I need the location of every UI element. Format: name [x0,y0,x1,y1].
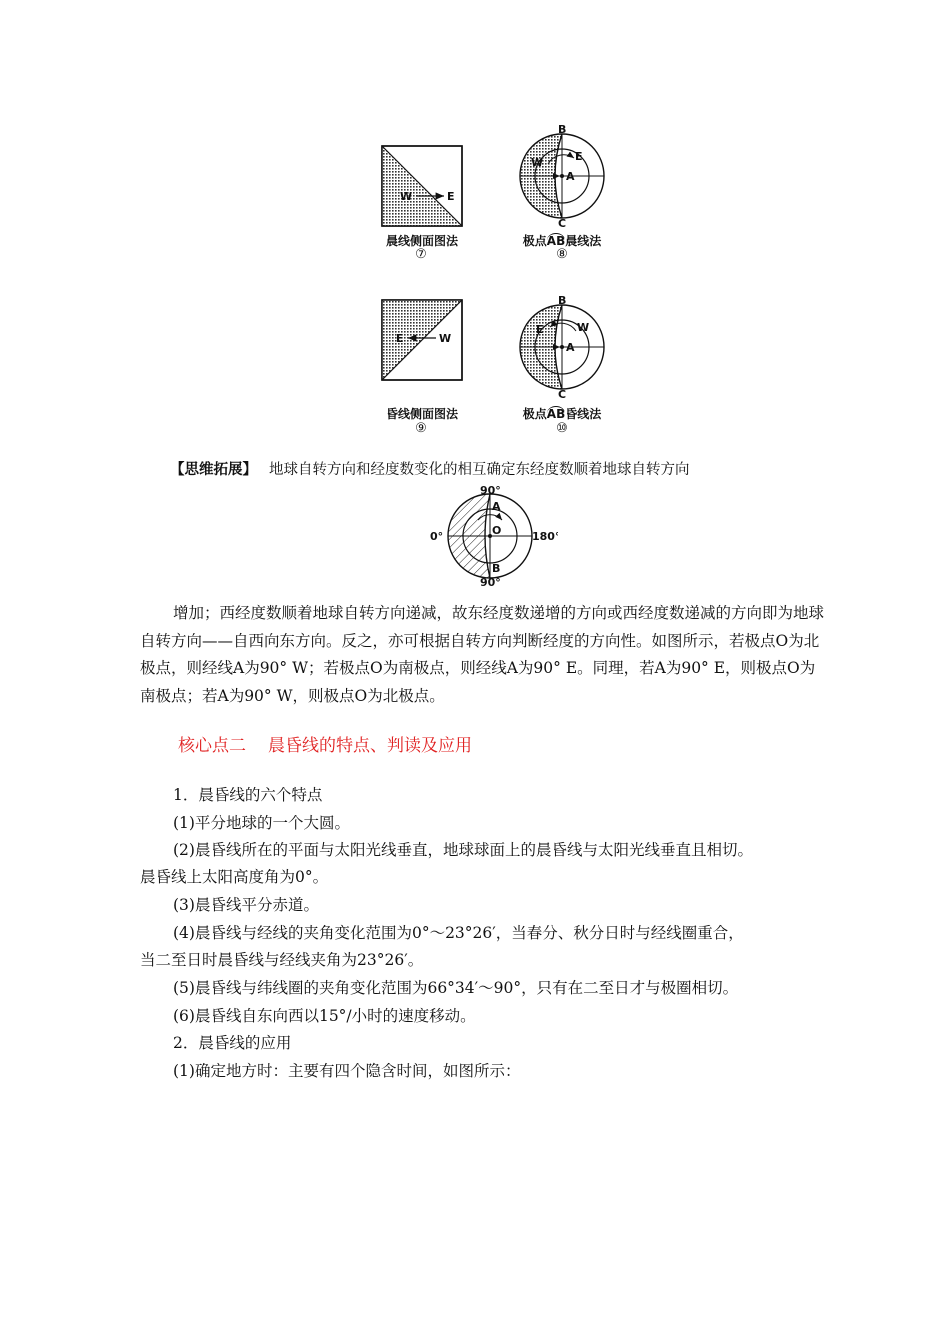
figure-longitude-globe [428,484,558,588]
left-label: 0° [430,530,444,543]
point-b-label: B [558,295,567,307]
point-a-label: A [492,500,501,513]
point-a-label: A [566,341,575,354]
list-item: (6)晨昏线自东向西以15°/小时的速度移动。 [173,1007,476,1025]
list-item: (1)平分地球的一个大圆。 [173,814,350,832]
caption-suffix: 晨线法 [565,234,602,248]
figure-7-number: ⑦ [415,247,427,262]
pole-dusk-diagram [512,295,612,399]
top-label: 90° [480,484,501,497]
figure-7-caption: 晨线侧面图法 [385,234,458,248]
point-c-label: C [558,217,567,228]
bottom-label: 90° [480,576,501,588]
section-heading [178,731,494,756]
figure-10-caption [502,405,622,422]
point-o-label: O [492,524,502,537]
figure-dawn-side-view [380,144,464,228]
longitude-globe-diagram [428,484,558,588]
east-label: E [447,190,455,203]
list-item: 2．晨昏线的应用 [173,1034,292,1052]
heading-part1: 核心点二 [178,736,246,756]
caption-arc: AB [546,407,566,421]
figure-pole-ab-dawn [512,124,612,228]
west-label: W [439,332,452,345]
list-item: (5)晨昏线与纬线圈的夹角变化范围为66°34′～90°，只有在二至日才与极圈相切。 [173,979,739,997]
list-item: (2)晨昏线所在的平面与太阳光线垂直，地球球面上的晨昏线与太阳光线垂直且相切。 [173,841,753,859]
dawn-side-diagram [380,144,464,228]
west-label: W [531,156,544,169]
point-b-label: B [492,562,501,575]
east-label: E [396,332,404,345]
figure-dusk-side-view [380,298,464,382]
figure-pole-ab-dusk [512,295,612,399]
list-item: (3)晨昏线平分赤道。 [173,896,319,914]
extension-text: 地球自转方向和经度数变化的相互确定东经度数顺着地球自转方向 [269,462,690,478]
explanation-paragraph: 增加；西经度数顺着地球自转方向递减，故东经度数递增的方向或西经度数递减的方向即为地球自转方向——自西向东方向。反之，亦可根据自转方向判断经度的方向性。如图所示，若极点O为北极点，则经线A为90° W；若极点O为南极点，则经线A为90° E。同理，若A为90° E，则极点O为南极点；若A为90° W，则极点O为北极点。 [140,604,825,705]
east-label: E [536,323,544,336]
list-item: 1．晨昏线的六个特点 [173,786,323,804]
caption-prefix: 极点 [522,234,547,248]
caption-prefix: 极点 [522,407,547,421]
pole-dawn-diagram [512,124,612,228]
extension-line [170,458,690,479]
point-b-label: B [558,124,567,136]
figure-9-caption: 昏线侧面图法 [385,407,458,421]
list-item: 晨昏线上太阳高度角为0°。 [140,868,329,886]
point-c-label: C [558,388,567,399]
figure-9-number: ⑨ [415,421,427,436]
extension-tag: 【思维拓展】 [170,462,257,478]
list-item: (1)确定地方时：主要有四个隐含时间，如图所示： [173,1062,521,1080]
caption-arc: AB [546,234,566,248]
caption-suffix: 昏线法 [565,407,602,421]
east-label: E [575,150,583,163]
dusk-side-diagram [380,298,464,382]
heading-part2: 晨昏线的特点、判读及应用 [268,736,472,756]
point-a-label: A [566,170,575,183]
figure-8-number: ⑧ [556,247,568,262]
figure-10-number: ⑩ [556,421,568,436]
west-label: W [400,190,413,203]
list-item: 当二至日时晨昏线与经线夹角为23°26′。 [140,951,424,969]
right-label: 180° [532,530,558,543]
list-item: (4)晨昏线与经线的夹角变化范围为0°～23°26′，当春分、秋分日时与经线圈重合， [173,924,744,942]
west-label: W [577,321,590,334]
